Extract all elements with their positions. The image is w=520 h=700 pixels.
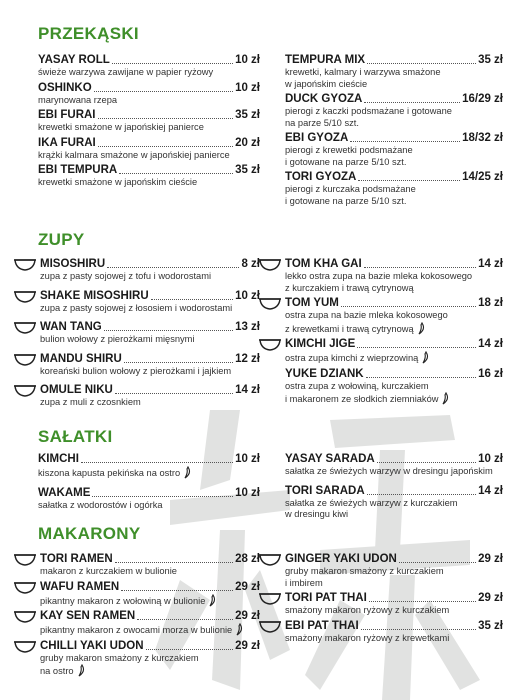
item-description <box>285 498 503 510</box>
dot-leader <box>377 462 476 463</box>
menu-item <box>38 53 260 79</box>
dot-leader <box>98 146 233 147</box>
menu-item-row <box>38 163 260 177</box>
dot-leader <box>357 347 476 348</box>
item-description-text: i imbirem <box>285 577 323 588</box>
menu-item <box>40 639 260 678</box>
item-name: KIMCHI <box>38 453 79 465</box>
item-description-text: ostra zupa kimchi z wieprzowiną <box>285 353 419 363</box>
item-description <box>38 466 260 480</box>
item-price: 35 zł <box>235 164 260 176</box>
salatki-left-column <box>38 452 260 517</box>
menu-item-row <box>285 452 503 466</box>
menu-item <box>285 452 503 478</box>
item-price: 10 zł <box>478 453 503 465</box>
item-price: 16 zł <box>478 367 503 380</box>
item-description <box>40 366 260 378</box>
menu-item <box>285 552 503 589</box>
dot-leader <box>146 649 234 650</box>
item-description-text: krążki kalmara smażone w japońskiej panierce <box>38 149 230 160</box>
item-description <box>285 79 503 91</box>
item-description <box>38 150 260 162</box>
menu-item-row <box>40 609 260 623</box>
dot-leader <box>115 562 233 563</box>
dot-leader <box>98 118 234 119</box>
dot-leader <box>361 629 476 630</box>
menu-item <box>40 383 260 409</box>
item-price: 29 zł <box>235 580 260 593</box>
bowl-icon <box>14 609 36 623</box>
item-description <box>40 594 260 608</box>
chili-icon <box>207 594 217 607</box>
item-description <box>285 381 503 393</box>
item-name: KIMCHI JIGE <box>285 338 356 350</box>
item-description <box>285 196 503 208</box>
dot-leader <box>104 330 233 331</box>
item-price: 35 zł <box>478 619 503 632</box>
menu-item-row <box>38 452 260 466</box>
item-description <box>40 623 260 637</box>
item-price: 35 zł <box>235 109 260 121</box>
item-name: YASAY SARADA <box>285 453 375 465</box>
dot-leader <box>112 63 233 64</box>
item-name: SHAKE MISOSHIRU <box>40 289 149 302</box>
menu-item <box>38 452 260 480</box>
makarony-left-column <box>40 552 260 680</box>
dot-leader <box>350 141 460 142</box>
item-description <box>38 122 260 134</box>
item-description <box>285 509 503 521</box>
item-description-text: świeże warzywa zawijane w papier ryżowy <box>38 67 214 77</box>
item-description-text: krewetki smażone w japońskim cieście <box>38 177 198 187</box>
item-price: 29 zł <box>235 610 260 622</box>
menu-item <box>38 108 260 134</box>
item-price: 18 zł <box>478 297 503 309</box>
item-description <box>285 184 503 196</box>
dot-leader <box>364 267 476 268</box>
item-price: 14 zł <box>478 338 503 350</box>
bowl-icon <box>14 320 36 334</box>
menu-item-row <box>285 257 503 271</box>
menu-item <box>40 609 260 637</box>
item-description <box>40 653 260 665</box>
bowl-icon <box>259 337 281 351</box>
dot-leader <box>115 393 233 394</box>
item-description-text: zupa z muli z czosnkiem <box>40 397 141 407</box>
item-price: 13 zł <box>235 321 260 333</box>
menu-item-row <box>38 81 260 95</box>
item-price: 14 zł <box>478 258 503 270</box>
chili-icon <box>440 392 450 405</box>
item-price: 28 zł <box>235 553 260 565</box>
item-description-text: pierogi z kurczaka podsmażane <box>285 184 416 194</box>
item-name: MISOSHIRU <box>40 258 106 270</box>
dot-leader <box>94 91 233 92</box>
section-title-salatki: SAŁATKI <box>38 427 113 446</box>
item-name: WAFU RAMEN <box>40 580 120 593</box>
makarony-right-column <box>285 552 503 646</box>
item-description <box>38 67 260 79</box>
menu-item-row <box>40 639 260 653</box>
section-title-makarony: MAKARONY <box>38 524 141 543</box>
item-name: TORI RAMEN <box>40 553 113 565</box>
item-description-text: pikantny makaron z wołowiną w bulionie <box>40 595 206 606</box>
menu-item-row <box>285 337 503 351</box>
item-description-text: gruby makaron smażony z kurczakiem <box>40 652 199 663</box>
item-description-text: pikantny makaron z owocami morza w bulionie <box>40 625 233 635</box>
dot-leader <box>358 180 460 181</box>
item-description <box>285 145 503 157</box>
chili-icon <box>76 664 86 677</box>
item-description <box>285 157 503 169</box>
item-description <box>40 664 260 678</box>
item-description <box>38 95 260 107</box>
menu-item-row <box>40 289 260 303</box>
bowl-icon <box>14 257 36 271</box>
item-name: TOM KHA GAI <box>285 258 362 270</box>
item-description-text: sałatka z wodorostów i ogórka <box>38 499 163 510</box>
menu-item-row <box>38 108 260 122</box>
dot-leader <box>364 102 460 103</box>
menu-item-row <box>40 552 260 566</box>
dot-leader <box>367 63 476 64</box>
item-description-text: kiszona kapusta pekińska na ostro <box>38 468 181 478</box>
item-description <box>285 633 503 645</box>
chili-icon <box>420 351 430 364</box>
menu-item-row <box>40 320 260 334</box>
item-description <box>40 271 260 283</box>
menu-item <box>38 81 260 107</box>
item-description <box>40 303 260 315</box>
item-description-text: marynowana rzepa <box>38 94 118 105</box>
menu-item <box>38 136 260 162</box>
item-description <box>285 67 503 79</box>
salatki-right-column <box>285 452 503 527</box>
item-description-text: zupa z pasty sojowej z tofu i wodorostami <box>40 271 212 281</box>
item-price: 14 zł <box>478 484 503 497</box>
item-name: EBI GYOZA <box>285 132 349 144</box>
item-description-text: sałatka ze świeżych warzyw w dresingu japońskim <box>285 466 493 476</box>
item-name: EBI TEMPURA <box>38 164 118 176</box>
item-name: OMULE NIKU <box>40 384 113 396</box>
menu-item-row <box>38 136 260 150</box>
section-title-zupy: ZUPY <box>38 230 85 249</box>
menu-item <box>285 591 503 617</box>
item-description <box>285 466 503 478</box>
item-price: 16/29 zł <box>462 93 503 105</box>
item-description-text: gruby makaron smażony z kurczakiem <box>285 566 444 576</box>
item-description <box>40 566 260 578</box>
item-name: IKA FURAI <box>38 136 96 149</box>
menu-item <box>285 337 503 365</box>
item-description <box>285 392 503 406</box>
menu-item-row <box>285 552 503 566</box>
bowl-icon <box>259 591 281 605</box>
menu-item-row <box>40 257 260 271</box>
item-description-text: koreański bulion wołowy z pierożkami i jajkiem <box>40 365 232 376</box>
dot-leader <box>119 173 233 174</box>
item-description <box>40 397 260 409</box>
item-description <box>38 500 260 512</box>
item-description <box>285 310 503 322</box>
item-name: CHILLI YAKI UDON <box>40 639 144 652</box>
item-price: 8 zł <box>241 258 260 270</box>
menu-item-row <box>285 92 503 106</box>
bowl-icon <box>14 383 36 397</box>
item-description-text: i gotowane na parze 5/10 szt. <box>285 156 407 167</box>
item-description-text: ostra zupa na bazie mleka kokosowego <box>285 310 448 320</box>
przekaski-right-column <box>285 53 503 209</box>
dot-leader <box>366 377 476 378</box>
item-description-text: smażony makaron ryżowy z krewetkami <box>285 632 450 643</box>
item-price: 29 zł <box>478 592 503 604</box>
item-name: YASAY ROLL <box>38 54 110 66</box>
menu-item <box>40 352 260 378</box>
item-description-text: krewetki smażone w japońskiej panierce <box>38 122 204 132</box>
item-name: TOM YUM <box>285 297 339 309</box>
item-description <box>40 334 260 346</box>
menu-item <box>285 296 503 335</box>
menu-item <box>40 580 260 608</box>
bowl-icon <box>259 296 281 310</box>
menu-item-row <box>40 383 260 397</box>
menu-item-row <box>38 53 260 67</box>
menu-item-row <box>285 591 503 605</box>
item-description <box>38 177 260 189</box>
dot-leader <box>124 362 233 363</box>
menu-item <box>40 552 260 578</box>
item-name: KAY SEN RAMEN <box>40 610 136 622</box>
item-name: DUCK GYOZA <box>285 93 363 105</box>
item-price: 10 zł <box>235 54 260 66</box>
bowl-icon <box>259 552 281 566</box>
bowl-icon <box>14 352 36 366</box>
item-price: 35 zł <box>478 54 503 66</box>
menu-item-row <box>285 367 503 381</box>
menu-item-row <box>40 352 260 366</box>
dot-leader <box>137 619 233 620</box>
item-price: 10 zł <box>235 453 260 465</box>
dot-leader <box>399 562 476 563</box>
dot-leader <box>81 462 233 463</box>
menu-item <box>40 320 260 346</box>
item-description-text: na ostro <box>40 666 74 676</box>
item-price: 10 zł <box>235 486 260 499</box>
item-description-text: w japońskim cieście <box>285 78 368 89</box>
bowl-icon <box>14 552 36 566</box>
menu-item <box>285 53 503 90</box>
item-description <box>285 605 503 617</box>
item-name: TORI GYOZA <box>285 171 357 183</box>
menu-item-row <box>285 484 503 498</box>
item-description-text: pierogi z krewetki podsmażane <box>285 145 413 155</box>
item-description <box>285 106 503 118</box>
item-name: WAN TANG <box>40 321 102 333</box>
bowl-icon <box>14 289 36 303</box>
section-title-przekaski: PRZEKĄSKI <box>38 24 139 43</box>
zupy-left-column <box>40 257 260 415</box>
item-price: 20 zł <box>235 136 260 149</box>
bowl-icon <box>259 257 281 271</box>
item-description-text: lekko ostra zupa na bazie mleka kokosowego <box>285 271 473 281</box>
item-description-text: z kurczakiem i trawą cytrynową <box>285 282 414 293</box>
item-description <box>285 271 503 283</box>
bowl-icon <box>14 580 36 594</box>
dot-leader <box>151 299 233 300</box>
item-name: YUKE DZIANK <box>285 367 364 380</box>
menu-item <box>285 619 503 645</box>
zupy-right-column <box>285 257 503 408</box>
menu-item-row <box>285 296 503 310</box>
item-name: TEMPURA MIX <box>285 54 366 66</box>
item-description <box>285 351 503 365</box>
item-name: EBI PAT THAI <box>285 619 359 632</box>
menu-item-row <box>285 53 503 67</box>
dot-leader <box>341 306 476 307</box>
dot-leader <box>367 494 476 495</box>
menu-item <box>40 289 260 315</box>
item-description <box>285 578 503 590</box>
item-description <box>285 566 503 578</box>
item-description-text: ostra zupa z wołowiną, kurczakiem <box>285 380 429 391</box>
menu-item <box>285 367 503 406</box>
item-description-text: zupa z pasty sojowej z łososiem i wodorostami <box>40 302 233 313</box>
menu-item <box>285 170 503 207</box>
item-description-text: z krewetkami i trawą cytrynową <box>285 323 414 334</box>
item-price: 14 zł <box>235 384 260 396</box>
dot-leader <box>92 496 233 497</box>
item-price: 12 zł <box>235 352 260 365</box>
item-description-text: makaron z kurczakiem w bulionie <box>40 566 177 576</box>
item-name: TORI PAT THAI <box>285 592 367 604</box>
bowl-icon <box>14 639 36 653</box>
menu-item <box>40 257 260 283</box>
item-price: 10 zł <box>235 81 260 94</box>
menu-item-row <box>285 170 503 184</box>
item-price: 10 zł <box>235 289 260 302</box>
menu-item <box>285 257 503 294</box>
item-name: WAKAME <box>38 486 91 499</box>
item-price: 18/32 zł <box>462 132 503 144</box>
item-price: 14/25 zł <box>462 171 503 183</box>
item-price: 29 zł <box>478 553 503 565</box>
item-description-text: bulion wołowy z pierożkami mięsnymi <box>40 334 195 344</box>
chili-icon <box>182 466 192 479</box>
menu-item <box>285 131 503 168</box>
chili-icon <box>234 623 244 636</box>
menu-item-row <box>285 619 503 633</box>
menu-item-row <box>285 131 503 145</box>
item-description <box>285 322 503 336</box>
menu-item <box>38 163 260 189</box>
item-description-text: w dresingu kiwi <box>285 509 349 519</box>
item-description-text: i gotowane na parze 5/10 szt. <box>285 195 407 206</box>
item-name: MANDU SHIRU <box>40 352 122 365</box>
item-description-text: smażony makaron ryżowy z kurczakiem <box>285 605 450 615</box>
item-description-text: pierogi z kaczki podsmażane i gotowane <box>285 106 452 116</box>
dot-leader <box>121 590 233 591</box>
item-description-text: krewetki, kalmary i warzywa smażone <box>285 67 441 77</box>
item-description <box>285 118 503 130</box>
menu-item <box>38 486 260 512</box>
item-name: TORI SARADA <box>285 484 365 497</box>
item-description <box>285 283 503 295</box>
item-name: EBI FURAI <box>38 109 96 121</box>
dot-leader <box>107 267 239 268</box>
menu-item <box>285 92 503 129</box>
item-description-text: i makaronem ze słodkich ziemniaków <box>285 394 439 404</box>
item-price: 29 zł <box>235 639 260 652</box>
menu-item <box>285 484 503 521</box>
item-name: OSHINKO <box>38 81 92 94</box>
przekaski-left-column <box>38 53 260 191</box>
menu-item-row <box>40 580 260 594</box>
chili-icon <box>416 322 426 335</box>
dot-leader <box>369 601 476 602</box>
item-name: GINGER YAKI UDON <box>285 553 397 565</box>
item-description-text: sałatka ze świeżych warzyw z kurczakiem <box>285 497 458 508</box>
menu-item-row <box>38 486 260 500</box>
item-description-text: na parze 5/10 szt. <box>285 117 359 128</box>
bowl-icon <box>259 619 281 633</box>
